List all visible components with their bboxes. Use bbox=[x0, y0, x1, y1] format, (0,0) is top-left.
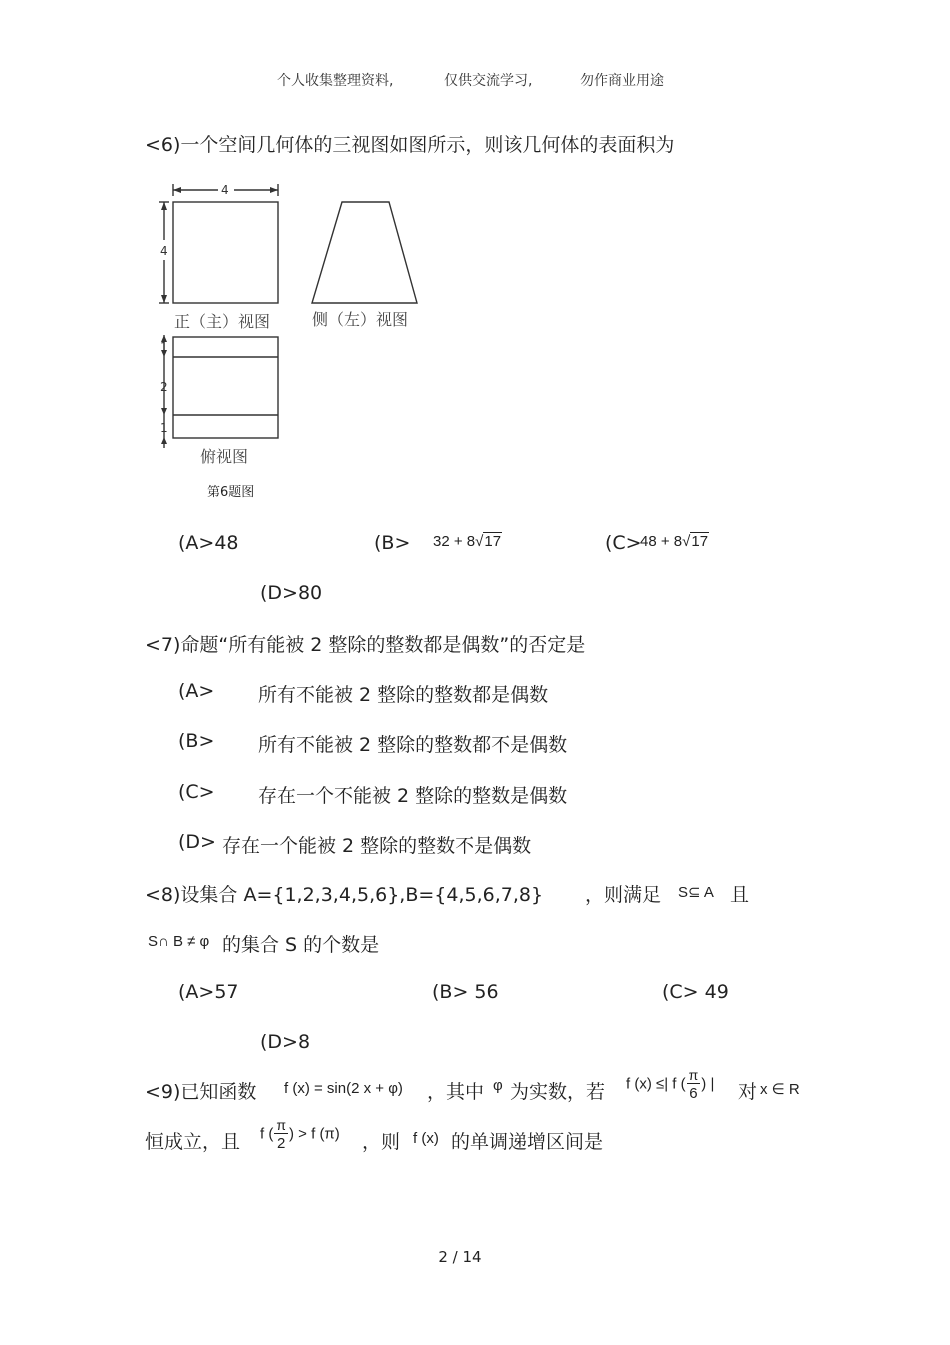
q7-option-a-text: 所有不能被 2 整除的整数都是偶数 bbox=[258, 684, 549, 706]
q6-option-d: (D>80 bbox=[260, 582, 323, 604]
q6-option-b-expr: 32 + 8√17 bbox=[433, 533, 502, 550]
domain-expression: x ∈ R bbox=[760, 1081, 800, 1098]
q7-option-b-text: 所有不能被 2 整除的整数都不是偶数 bbox=[258, 734, 568, 756]
question-9-real: 为实数，若 bbox=[510, 1081, 606, 1103]
side-view-label: 侧（左）视图 bbox=[312, 310, 409, 329]
question-9-then: ，则 bbox=[362, 1131, 401, 1153]
q7-option-a-label: (A> bbox=[178, 680, 215, 702]
top-view-rectangle bbox=[173, 337, 278, 438]
question-9-for: 对 bbox=[738, 1081, 758, 1103]
header-note-1: 个人收集整理资料, bbox=[277, 73, 394, 89]
q7-option-c-text: 存在一个不能被 2 整除的整数是偶数 bbox=[258, 785, 568, 807]
question-9-line2: 恒成立，且 bbox=[145, 1131, 241, 1153]
dim-top-label: 4 bbox=[221, 183, 229, 197]
q8-option-a: (A>57 bbox=[178, 981, 239, 1003]
question-8-line2: 的集合 S 的个数是 bbox=[222, 934, 380, 956]
q6-option-c-expr: 48 + 8√17 bbox=[640, 533, 709, 550]
three-view-figure bbox=[150, 175, 460, 505]
header-note-2: 仅供交流学习, bbox=[444, 73, 533, 89]
q6-option-b-label: (B> bbox=[374, 532, 411, 554]
header-note-3: 勿作商业用途 bbox=[580, 73, 664, 89]
top-dim-2: 2 bbox=[160, 380, 168, 394]
question-8-condition: ，则满足 bbox=[585, 884, 662, 906]
function-reference: f (x) bbox=[413, 1130, 439, 1147]
top-dim-1: 1 bbox=[160, 340, 168, 354]
function-definition: f (x) = sin(2 x + φ) bbox=[284, 1080, 403, 1097]
q6-option-c-label: (C> bbox=[605, 532, 642, 554]
q8-option-d: (D>8 bbox=[260, 1031, 311, 1053]
phi-symbol: φ bbox=[493, 1077, 503, 1094]
side-view-trapezoid bbox=[312, 202, 417, 303]
inequality-expression: f (x) ≤| f ( $\frac{\pi}{6}$ ) | bbox=[626, 1067, 715, 1102]
question-7-text: <7)命题“所有能被 2 整除的整数都是偶数”的否定是 bbox=[145, 634, 586, 656]
q7-option-d-label: (D> bbox=[178, 831, 216, 853]
subset-expression: S⊆ A bbox=[678, 884, 714, 901]
question-9-ask: 的单调递增区间是 bbox=[451, 1131, 604, 1153]
question-8-and: 且 bbox=[730, 884, 750, 906]
q7-option-b-label: (B> bbox=[178, 730, 215, 752]
question-6-text: <6)一个空间几何体的三视图如图所示，则该几何体的表面积为 bbox=[145, 134, 675, 156]
dim-left-label: 4 bbox=[160, 244, 168, 258]
front-view-label: 正（主）视图 bbox=[174, 312, 271, 331]
question-8-line1: <8)设集合 A={1,2,3,4,5,6},B={4,5,6,7,8} bbox=[145, 884, 544, 906]
question-9-where: ，其中 bbox=[427, 1081, 485, 1103]
question-9-intro: <9)已知函数 bbox=[145, 1081, 257, 1103]
page-number: 2 / 14 bbox=[438, 1248, 482, 1266]
intersection-expression: S∩ B ≠ φ bbox=[148, 933, 210, 950]
figure-caption: 第6题图 bbox=[207, 485, 255, 500]
front-view-square bbox=[173, 202, 278, 303]
q8-option-c: (C> 49 bbox=[662, 981, 729, 1003]
q6-option-a: (A>48 bbox=[178, 532, 239, 554]
q7-option-d-text: 存在一个能被 2 整除的整数不是偶数 bbox=[222, 835, 532, 857]
top-view-label: 俯视图 bbox=[200, 447, 249, 466]
q8-option-b: (B> 56 bbox=[432, 981, 499, 1003]
comparison-expression: f ( $\frac{\pi}{2}$ ) > f (π) bbox=[260, 1117, 340, 1152]
q7-option-c-label: (C> bbox=[178, 781, 215, 803]
top-dim-3: 1 bbox=[160, 421, 168, 435]
